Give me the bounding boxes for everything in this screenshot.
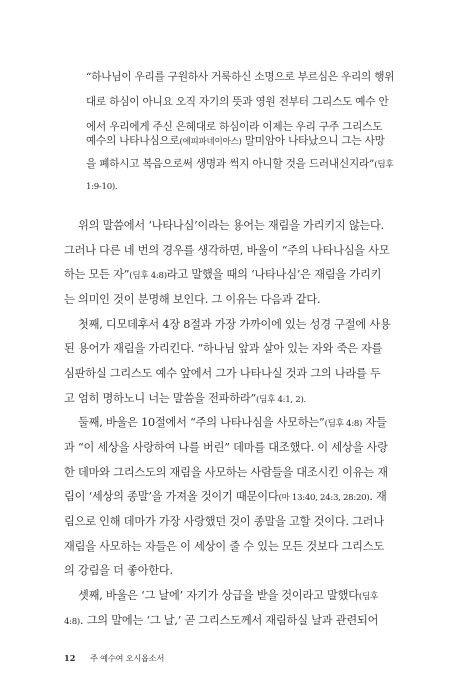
running-footer-title: 주 예수여 오시옵소서 — [90, 653, 165, 663]
paragraph-line: 셋째, 바울은 ‘그 날에’ 자기가 상급을 받을 것이라고 말했다(딤후 — [78, 589, 378, 602]
paragraph-line: 된 용어가 재림을 가리킨다. “하나님 앞과 살아 있는 자와 죽은 자를 — [64, 342, 383, 355]
quote-line: 을 폐하시고 복음으로써 생명과 썩지 아니할 것을 드러내신지라”(딤후 — [86, 158, 394, 170]
quote-line: 예수의 나타나심으로(에피파네이아스) 말미암아 나타났으니 그는 사망 — [86, 135, 385, 147]
quote-line: 대로 하심이 아니요 오직 자기의 뜻과 영원 전부터 그리스도 예수 안 — [86, 96, 389, 108]
quote-line: 에서 우리에게 주신 은혜대로 하심이라 이제는 우리 구주 그리스도 — [86, 121, 383, 133]
paragraph-line: 하는 모든 자”(딤후 4:8)라고 말했을 때의 ‘나타나심’은 재림을 가리키 — [64, 268, 382, 281]
paragraph-line: 심판하실 그리스도 예수 앞에서 그가 나타나실 것과 그의 나라를 두 — [64, 367, 381, 380]
paragraph-line: 한 데마와 그리스도의 재림을 사모하는 사람들을 대조시킨 이유는 재 — [64, 466, 388, 479]
paragraph-line: 과 “이 세상을 사랑하여 나를 버린” 데마를 대조했다. 이 세상을 사랑 — [64, 441, 388, 454]
paragraph-line: 첫째, 디모데후서 4장 8절과 가장 가까이에 있는 성경 구절에 사용 — [78, 318, 391, 331]
paragraph-line: 그러나 다른 네 번의 경우를 생각하면, 바울이 “주의 나타나심을 사모 — [64, 244, 390, 257]
paragraph-line: 의 강림을 더 좋아한다. — [64, 564, 173, 577]
paragraph-line: 는 의미인 것이 분명해 보인다. 그 이유는 다음과 같다. — [64, 293, 321, 306]
page-number: 12 — [64, 653, 76, 663]
paragraph-line: 림이 ‘세상의 종말’을 가져올 것이기 때문이다(마 13:40, 24:3, 28:20). 재 — [64, 490, 387, 503]
paragraph-line: 둘째, 바울은 10절에서 “주의 나타나심을 사모하는”(딤후 4:8) 자들 — [78, 416, 387, 429]
paragraph-line: 고 엄히 명하노니 너는 말씀을 전파하라”(딤후 4:1, 2). — [64, 392, 306, 405]
paragraph-line: 위의 말씀에서 ‘나타나심’이라는 용어는 재림을 가리키지 않는다. — [78, 219, 384, 232]
paragraph-line: 림으로 인해 데마가 가장 사랑했던 것이 종말을 고할 것이다. 그러나 — [64, 515, 384, 528]
quote-line: “하나님이 우리를 구원하사 거룩하신 소명으로 부르심은 우리의 행위 — [86, 71, 395, 83]
quote-reference: 1:9-10). — [86, 182, 118, 192]
paragraph-line: 재림을 사모하는 자들은 이 세상이 줄 수 있는 모든 것보다 그리스도 — [64, 540, 384, 553]
paragraph-line: 4:8). 그의 말에는 ‘그 날,’ 곧 그리스도께서 재림하실 날과 관련되어 — [64, 614, 379, 627]
